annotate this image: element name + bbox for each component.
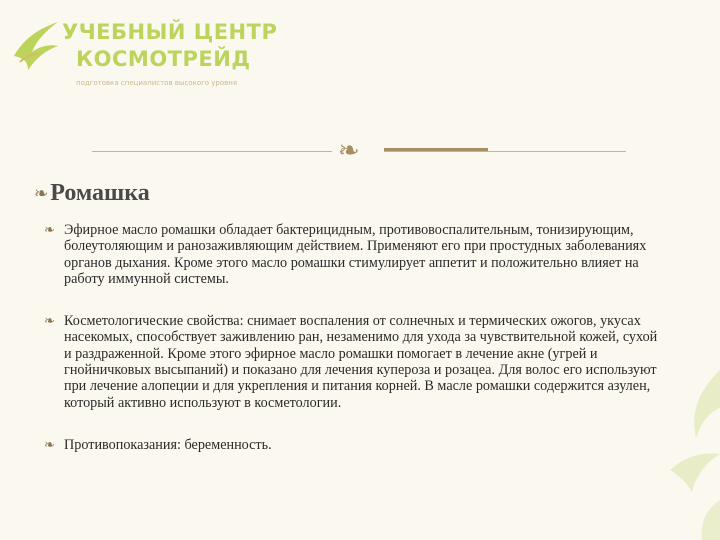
- logo: [10, 12, 278, 87]
- swirl-bullet-icon: ❧: [44, 223, 55, 238]
- bullet-text: Противопоказания: беременность.: [64, 436, 272, 453]
- swirl-bullet-icon: ❧: [44, 314, 55, 330]
- bullet-list: [44, 222, 664, 480]
- list-item: [44, 437, 664, 454]
- divider-line-right: [384, 151, 626, 152]
- list-item: [44, 313, 664, 411]
- logo-tagline: подготовка специалистов высокого уровня: [76, 79, 238, 87]
- slide-title: [34, 180, 150, 207]
- divider-line-left: [92, 151, 332, 152]
- swirl-bullet-icon: ❧: [338, 136, 360, 166]
- title-text: Ромашка: [50, 180, 150, 206]
- logo-brand: КОСМОТРЕЙД: [76, 47, 251, 71]
- list-item: [44, 222, 664, 287]
- swallow-logo-icon: [10, 16, 62, 76]
- logo-title: УЧЕБНЫЙ ЦЕНТР: [62, 20, 278, 44]
- swirl-bullet-icon: ❧: [34, 183, 49, 204]
- bullet-text: Косметологические свойства: снимает воспаления от солнечных и термических ожогов, укусах насекомых, способствует заживлению ран, незаменимо для ухода за чувствительной кожей, сухой и раздраженной. Кроме этого эфирное масло ромашки помогает в лечение акне (угрей и гнойничковых высыпаний) и показано для лечения купероза и розацеа. Для волос его используют при лечение алопеции и для укрепления и питания корней. В масле ромашки содержится азулен, который активно используют в косметологии.: [64, 313, 658, 411]
- bullet-text: Эфирное масло ромашки обладает бактерицидным, противовоспалительным, тонизирующим, болеутоляющим и ранозаживляющим действием. Применяют его при простудных заболеваниях органов дыхания. Кроме этого масло ромашки стимулирует аппетит и положительно влияет на работу иммунной системы.: [64, 222, 647, 287]
- swirl-bullet-icon: ❧: [44, 437, 55, 453]
